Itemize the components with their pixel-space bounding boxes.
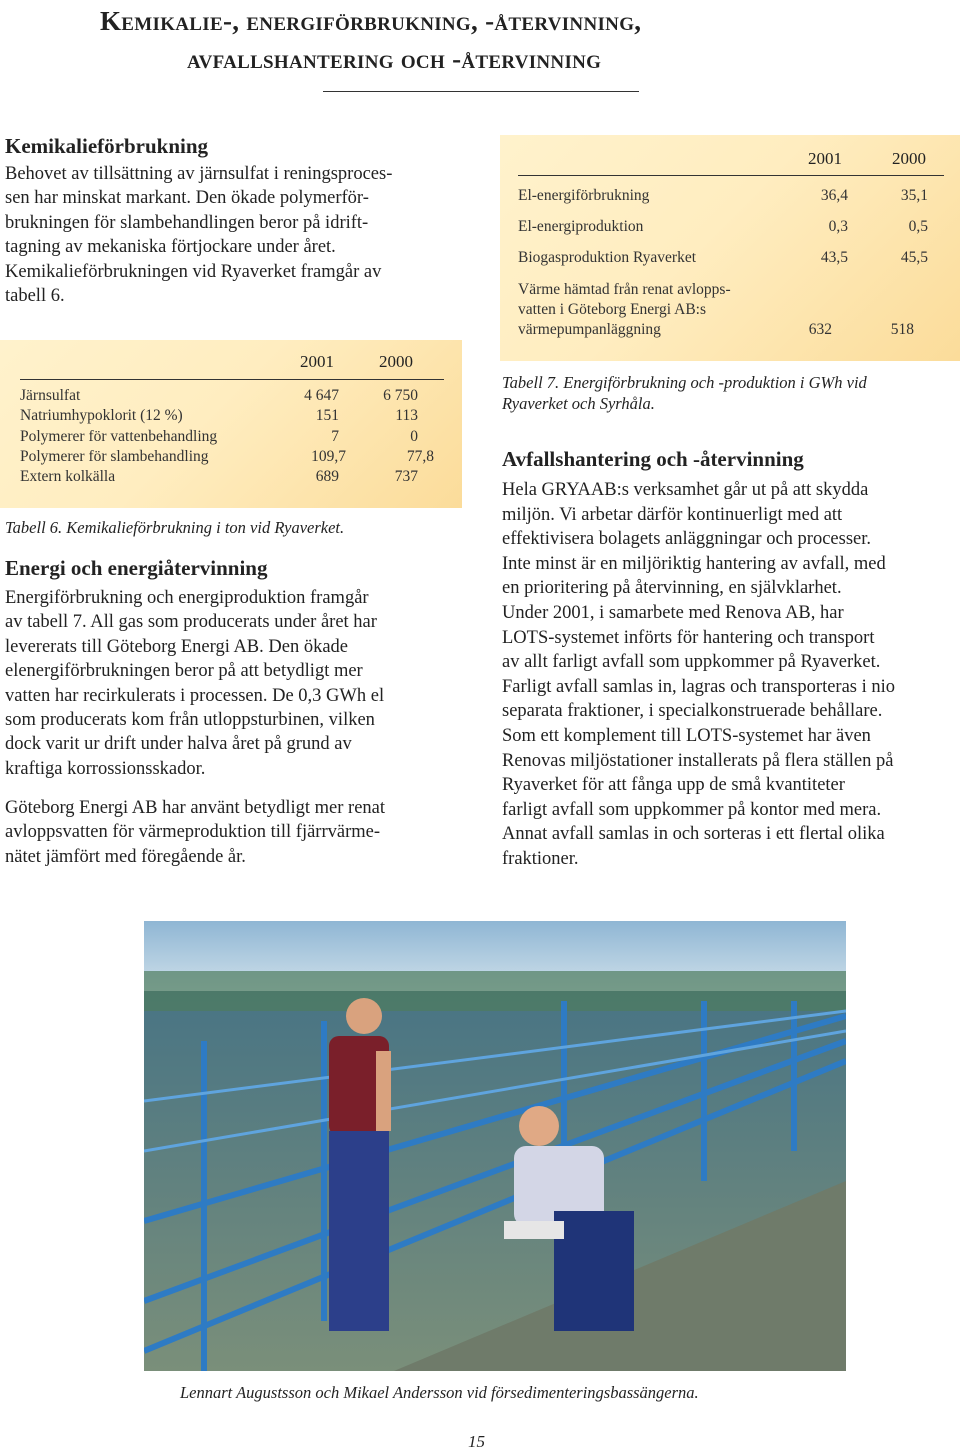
text-line: farligt avfall som uppkommer på kontor med mera. (502, 799, 882, 820)
text-line: kraftiga korrossionsskador. (5, 758, 206, 779)
text-line: Inte minst är en miljöriktig hantering av avfall, med (502, 553, 886, 574)
text-line: Hela GRYAAB:s verksamhet går ut på att skydda (502, 480, 869, 500)
text-line: LOTS-systemet införts för hantering och transport (502, 627, 875, 648)
text-line: avloppsvatten för värmeproduktion till fjärrvärme- (5, 822, 381, 843)
text-line: Kemikalieförbrukningen vid Ryaverket framgår av (5, 261, 382, 282)
table-6-col-2000: 2000 (379, 352, 413, 371)
text-line: miljön. Vi arbetar därför kontinuerligt med att (502, 504, 843, 525)
table-row (518, 249, 942, 269)
table-7 (518, 149, 942, 349)
text-line: elenergiförbrukningen beror på att betydligt mer (5, 661, 363, 682)
text-line: som producerats kom från utloppsturbinen, vilken (5, 710, 375, 731)
row-label: El-energiproduktion (518, 218, 644, 235)
row-label: Polymerer för slambehandling (20, 448, 209, 465)
text-line: nätet jämfört med föregående år. (5, 846, 246, 867)
value-2000: 113 (395, 407, 418, 424)
text-line: effektivisera bolagets anläggningar och processer. (502, 529, 872, 550)
text-line: Göteborg Energi AB har använt betydligt mer renat (5, 798, 386, 818)
value-2001: 109,7 (311, 448, 346, 465)
photo-workers (144, 921, 846, 1371)
value-2001: 151 (315, 407, 339, 424)
caption-line: Tabell 7. Energiförbrukning och -produktion i GWh vid (502, 373, 867, 392)
value-2000: 518 (890, 321, 914, 338)
text-line: tabell 6. (5, 286, 65, 307)
caption-line: Ryaverket och Syrhåla. (502, 394, 655, 413)
table-7-caption (502, 372, 867, 414)
value-2001: 689 (315, 468, 339, 485)
table-7-header-rule (518, 175, 944, 176)
table-7-col-2001: 2001 (808, 149, 842, 168)
text-line: dock varit ur drift under halva året på grund av (5, 734, 352, 755)
row-label: Polymerer för vattenbehandling (20, 428, 218, 445)
text-line: tagning av mekaniska förtjockare under året. (5, 237, 336, 258)
text-line: av allt farligt avfall som uppkommer på Ryaverket. (502, 652, 881, 673)
row-label: Natriumhypoklorit (12 %) (20, 407, 183, 424)
text-line: Farligt avfall samlas in, lagras och transporteras i nio (502, 676, 896, 697)
row-label: Extern kolkälla (20, 468, 116, 485)
table-6-box (0, 340, 462, 508)
value-2001: 632 (808, 321, 832, 338)
table-row-multiline (518, 280, 942, 340)
text-line: Under 2001, i samarbete med Renova AB, har (502, 602, 844, 623)
value-2001: 36,4 (820, 187, 848, 204)
text-line: Renovas miljöstationer installerats på flera ställen på (502, 750, 894, 771)
table-7-box (500, 135, 960, 361)
text-line: levererats till Göteborg Energi AB. Den ökade (5, 636, 349, 657)
paragraph-avfall (502, 478, 958, 872)
paragraph-kemikalie (5, 162, 475, 308)
section-heading-energi: Energi och energiåtervinning (5, 556, 268, 580)
page-title (100, 2, 900, 78)
value-2001: 7 (331, 428, 339, 445)
row-label: Järnsulfat (20, 387, 81, 404)
text-line: Behovet av tillsättning av järnsulfat i reningsproces- (5, 164, 393, 184)
value-2001: 4 647 (304, 387, 339, 404)
value-2000: 0,5 (908, 218, 928, 235)
photo-illustration (144, 921, 846, 1371)
text-line: Ryaverket för att fånga upp de små kvantiteter (502, 775, 845, 796)
title-line-2: avfallshantering och -återvinning (187, 44, 602, 74)
section-heading-avfall: Avfallshantering och -återvinning (502, 447, 804, 471)
text-line: Som ett komplement till LOTS-systemet har även (502, 725, 871, 746)
table-row (20, 387, 444, 407)
text-line: Energiförbrukning och energiproduktion framgår (5, 588, 369, 608)
table-row (20, 428, 444, 448)
photo-caption: Lennart Augustsson och Mikael Andersson vid försedimenteringsbassängerna. (180, 1383, 699, 1402)
table-6-caption: Tabell 6. Kemikalieförbrukning i ton vid Ryaverket. (5, 518, 345, 537)
table-row (20, 407, 444, 427)
table-row (20, 468, 444, 488)
section-heading-kemikalie: Kemikalieförbrukning (5, 134, 209, 158)
paragraph-energi-2 (5, 796, 475, 869)
value-2000: 6 750 (383, 387, 418, 404)
table-row (518, 187, 942, 207)
value-2000: 77,8 (406, 448, 434, 465)
text-line: vatten har recirkulerats i processen. De 0,3 GWh el (5, 685, 385, 706)
row-label-line: vatten i Göteborg Energi AB:s (518, 301, 706, 318)
table-6-header-rule (20, 379, 444, 380)
text-line: Annat avfall samlas in och sorteras i ett flertal olika (502, 824, 885, 845)
table-row (518, 218, 942, 238)
value-2001: 0,3 (828, 218, 848, 235)
text-line: fraktioner. (502, 848, 579, 869)
row-label: Biogasproduktion Ryaverket (518, 249, 697, 266)
value-2000: 45,5 (900, 249, 928, 266)
value-2000: 0 (410, 428, 418, 445)
text-line: separata fraktioner, i specialkonstruerade behållare. (502, 701, 883, 722)
page-number: 15 (468, 1432, 485, 1451)
value-2000: 35,1 (900, 187, 928, 204)
table-row (20, 448, 444, 468)
row-label-line: värmepumpanläggning (518, 321, 661, 338)
text-line: av tabell 7. All gas som producerats under året har (5, 612, 377, 633)
table-6 (20, 352, 444, 502)
text-line: sen har minskat markant. Den ökade polymerför- (5, 188, 369, 209)
table-6-col-2001: 2001 (300, 352, 334, 371)
text-line: en prioritering på återvinning, en självklarhet. (502, 578, 842, 599)
row-label-line: Värme hämtad från renat avlopps- (518, 281, 731, 298)
title-line-1: Kemikalie-, energiförbrukning, -återvinning, (100, 6, 642, 36)
row-label: El-energiförbrukning (518, 187, 650, 204)
title-divider (323, 91, 639, 92)
paragraph-energi (5, 586, 475, 781)
value-2001: 43,5 (820, 249, 848, 266)
value-2000: 737 (394, 468, 418, 485)
table-7-col-2000: 2000 (892, 149, 926, 168)
text-line: brukningen för slambehandlingen beror på idrift- (5, 212, 369, 233)
